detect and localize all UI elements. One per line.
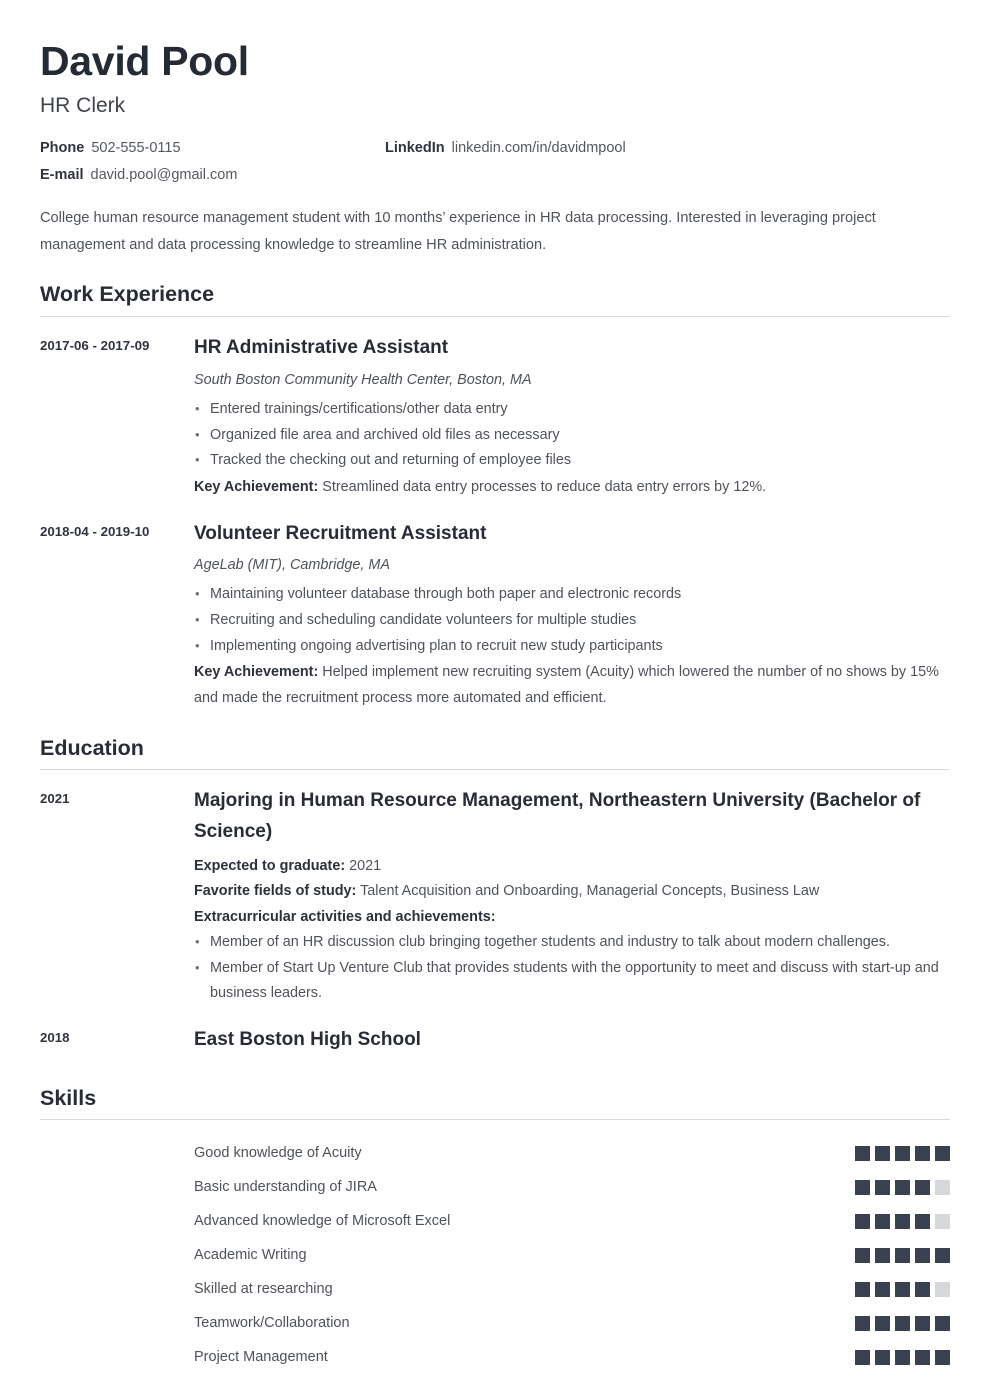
skill-rating-square-filled — [915, 1180, 930, 1195]
skill-rating-square-filled — [895, 1214, 910, 1229]
skill-rating-square-filled — [895, 1282, 910, 1297]
skill-rating-square-filled — [855, 1214, 870, 1229]
skill-label: Basic understanding of JIRA — [194, 1178, 377, 1195]
section-skills — [40, 1086, 950, 1375]
section-title-education: Education — [40, 735, 144, 760]
skill-rating-square-empty — [935, 1282, 950, 1297]
work-entry-dates: 2018-04 - 2019-10 — [40, 523, 150, 539]
skill-label: Good knowledge of Acuity — [194, 1144, 362, 1161]
achievement-text: Helped implement new recruiting system (Acuity) which lowered the number of no shows by 15% and made the recruitment process more automated and efficient. — [194, 664, 939, 707]
work-entry-body — [194, 519, 950, 712]
list-item: • Maintaining volunteer database through both paper and electronic records — [194, 582, 950, 608]
candidate-name: David Pool — [40, 38, 249, 84]
skill-rating — [855, 1316, 950, 1331]
achievement-label: Key Achievement: — [194, 664, 319, 681]
contact-row — [40, 140, 950, 156]
contact-email-label: E-mail — [40, 167, 84, 184]
skill-rating-square-filled — [855, 1146, 870, 1161]
skill-rating-square-filled — [935, 1146, 950, 1161]
section-work-experience — [40, 282, 950, 711]
education-extracurricular-bullets — [194, 930, 950, 1007]
skill-row — [194, 1272, 950, 1306]
skill-rating-square-filled — [935, 1248, 950, 1263]
skill-row — [194, 1136, 950, 1170]
education-graduate-line — [194, 854, 950, 879]
skill-rating-square-filled — [915, 1282, 930, 1297]
skill-rating-square-filled — [875, 1146, 890, 1161]
skill-row — [194, 1204, 950, 1238]
education-fields-line — [194, 879, 950, 904]
skill-rating-square-filled — [895, 1316, 910, 1331]
education-entry — [40, 1025, 950, 1062]
education-entry-degree: Majoring in Human Resource Management, Northeastern University (Bachelor of Science) — [194, 790, 921, 843]
skill-label: Skilled at researching — [194, 1280, 333, 1297]
skill-rating-square-filled — [935, 1316, 950, 1331]
skill-rating-square-empty — [935, 1180, 950, 1195]
skill-rating-square-filled — [915, 1214, 930, 1229]
skill-row — [194, 1306, 950, 1340]
education-fields-value: Talent Acquisition and Onboarding, Managerial Concepts, Business Law — [360, 883, 820, 900]
contact-details — [40, 140, 950, 183]
resume-header — [40, 40, 950, 258]
skills-list — [40, 1136, 950, 1374]
skill-rating — [855, 1214, 950, 1229]
skill-rating-square-filled — [855, 1248, 870, 1263]
work-entry-bullets — [194, 582, 950, 659]
contact-phone-label: Phone — [40, 140, 85, 157]
candidate-job-title: HR Clerk — [40, 94, 126, 118]
contact-phone-value: 502-555-0115 — [91, 140, 181, 157]
skill-label: Advanced knowledge of Microsoft Excel — [194, 1212, 451, 1229]
work-entry-achievement — [194, 475, 950, 501]
skill-rating — [855, 1146, 950, 1161]
education-entry-body — [194, 1025, 950, 1062]
contact-row — [40, 167, 950, 183]
work-entry-position: Volunteer Recruitment Assistant — [194, 522, 487, 544]
achievement-text: Streamlined data entry processes to reduce data entry errors by 12%. — [322, 478, 767, 495]
list-item: • Member of an HR discussion club bringing together students and industry to talk about modern challenges. — [194, 930, 950, 956]
education-entry-degree: East Boston High School — [194, 1028, 421, 1050]
work-entry — [40, 333, 950, 500]
skill-rating-square-filled — [855, 1316, 870, 1331]
contact-linkedin-value[interactable]: linkedin.com/in/davidmpool — [451, 140, 626, 157]
skill-label: Academic Writing — [194, 1246, 307, 1263]
list-item: • Organized file area and archived old files as necessary — [194, 423, 950, 449]
skill-row — [194, 1170, 950, 1204]
education-extracurricular-label — [194, 905, 950, 930]
education-entry-dates: 2018 — [40, 1029, 70, 1045]
skill-rating-square-filled — [875, 1350, 890, 1365]
skill-rating-square-filled — [915, 1146, 930, 1161]
skill-rating-square-filled — [875, 1214, 890, 1229]
list-item: • Tracked the checking out and returning of employee files — [194, 448, 950, 474]
education-entry — [40, 786, 950, 1006]
list-item: • Entered trainings/certifications/other data entry — [194, 397, 950, 423]
achievement-label: Key Achievement: — [194, 478, 319, 495]
education-entry-dates: 2021 — [40, 791, 70, 807]
skill-rating-square-filled — [895, 1248, 910, 1263]
skill-label: Teamwork/Collaboration — [194, 1314, 350, 1331]
contact-email-value[interactable]: david.pool@gmail.com — [90, 167, 238, 184]
skill-rating-square-filled — [895, 1146, 910, 1161]
section-divider — [40, 769, 950, 770]
list-item: • Implementing ongoing advertising plan to recruit new study participants — [194, 634, 950, 660]
work-entry-dates: 2017-06 - 2017-09 — [40, 338, 150, 354]
list-item: • Member of Start Up Venture Club that provides students with the opportunity to meet and discuss with start-up and business leaders. — [194, 956, 950, 1007]
section-divider — [40, 1119, 950, 1120]
education-entry-body — [194, 786, 950, 1006]
skill-rating-square-filled — [855, 1350, 870, 1365]
skill-rating-square-filled — [895, 1180, 910, 1195]
education-graduate-label: Expected to graduate: — [194, 857, 346, 874]
skill-rating — [855, 1282, 950, 1297]
contact-phone — [40, 140, 385, 156]
skill-label: Project Management — [194, 1348, 328, 1365]
skill-row — [194, 1238, 950, 1272]
skill-rating-square-filled — [915, 1350, 930, 1365]
section-education — [40, 736, 950, 1062]
work-entry-achievement — [194, 660, 950, 711]
skill-rating-square-filled — [915, 1248, 930, 1263]
work-entry-bullets — [194, 397, 950, 474]
skill-rating-square-filled — [935, 1350, 950, 1365]
work-entry-organization: AgeLab (MIT), Cambridge, MA — [194, 557, 390, 574]
skill-rating-square-empty — [935, 1214, 950, 1229]
list-item: • Recruiting and scheduling candidate volunteers for multiple studies — [194, 608, 950, 634]
work-entry — [40, 519, 950, 712]
contact-email[interactable] — [40, 167, 385, 183]
skill-rating-square-filled — [915, 1316, 930, 1331]
contact-linkedin[interactable] — [385, 140, 626, 156]
professional-summary: College human resource management student with 10 months’ experience in HR data processing. Interested in leveraging project management and data processing knowledge to streamline HR administration. — [40, 210, 876, 253]
extracurricular-label-text: Extracurricular activities and achievements: — [194, 908, 496, 925]
skill-rating — [855, 1248, 950, 1263]
skill-rating-square-filled — [875, 1316, 890, 1331]
education-graduate-value: 2021 — [349, 857, 382, 874]
work-entry-position: HR Administrative Assistant — [194, 337, 449, 359]
skill-rating-square-filled — [875, 1180, 890, 1195]
skill-rating — [855, 1180, 950, 1195]
skill-row — [194, 1340, 950, 1374]
work-entry-organization: South Boston Community Health Center, Boston, MA — [194, 371, 532, 388]
section-divider — [40, 316, 950, 317]
section-title-work-experience: Work Experience — [40, 282, 215, 307]
skill-rating-square-filled — [875, 1282, 890, 1297]
skill-rating-square-filled — [875, 1248, 890, 1263]
skill-rating-square-filled — [895, 1350, 910, 1365]
education-fields-label: Favorite fields of study: — [194, 883, 357, 900]
section-title-skills: Skills — [40, 1085, 97, 1110]
skill-rating-square-filled — [855, 1180, 870, 1195]
contact-linkedin-label: LinkedIn — [385, 140, 445, 157]
skill-rating — [855, 1350, 950, 1365]
skill-rating-square-filled — [855, 1282, 870, 1297]
work-entry-body — [194, 333, 950, 500]
